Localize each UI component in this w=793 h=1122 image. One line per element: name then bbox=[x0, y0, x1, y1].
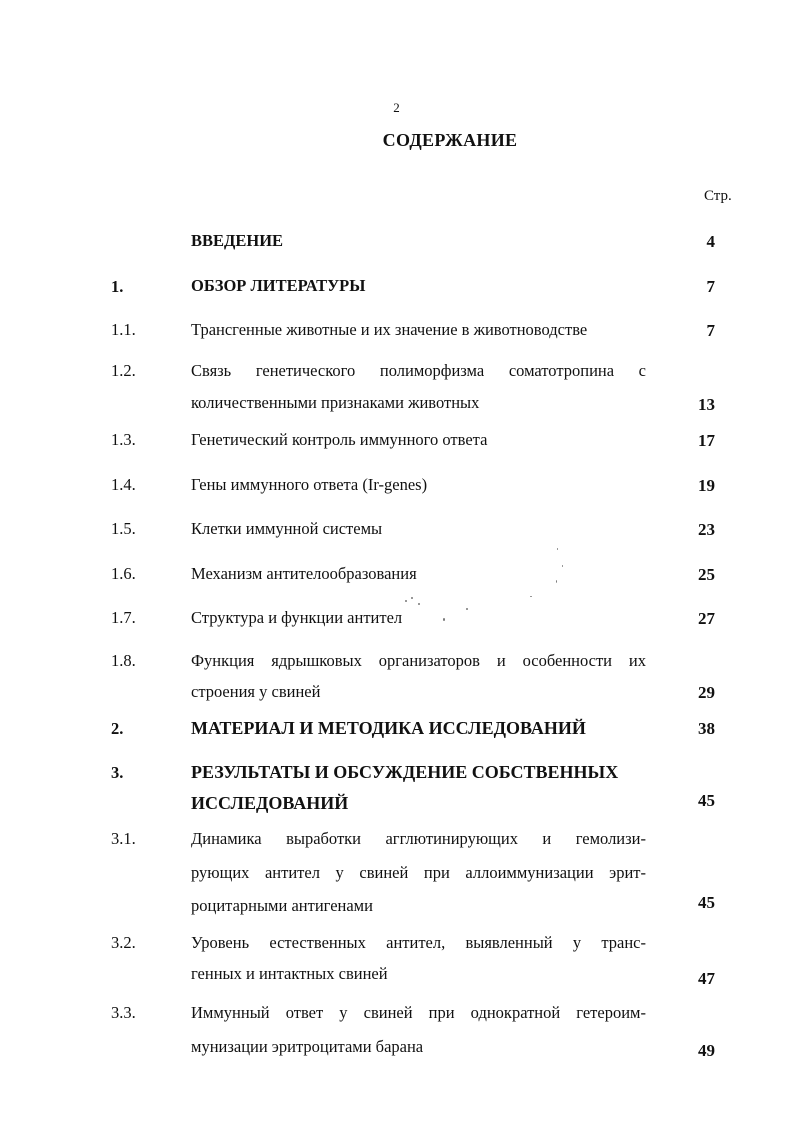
toc-number: 1. bbox=[111, 277, 124, 296]
toc-title-line: количественными признаками животных bbox=[191, 393, 480, 412]
toc-title-line: Механизм антителообразования bbox=[191, 564, 417, 583]
toc-page: 49 bbox=[698, 1041, 715, 1060]
toc-number: 3.1. bbox=[111, 829, 136, 848]
toc-page: 47 bbox=[698, 969, 715, 988]
toc-page: 7 bbox=[706, 277, 715, 296]
toc-number: 3. bbox=[111, 763, 124, 782]
toc-title-line: Связь генетического полиморфизма соматотропина с bbox=[191, 361, 646, 380]
toc-page: 29 bbox=[698, 683, 715, 702]
toc-title-line: Структура и функции антител bbox=[191, 608, 403, 627]
toc-page: 4 bbox=[706, 232, 715, 251]
toc-number: 1.8. bbox=[111, 651, 136, 670]
toc-page: 7 bbox=[706, 321, 715, 340]
toc-page: 23 bbox=[698, 520, 715, 539]
toc-number: 3.3. bbox=[111, 1003, 136, 1022]
page-title: СОДЕРЖАНИЕ bbox=[382, 130, 518, 150]
toc-title-line: ИССЛЕДОВАНИЙ bbox=[191, 793, 349, 813]
toc-number: 1.3. bbox=[111, 430, 136, 449]
page-column-label: Стр. bbox=[704, 188, 732, 204]
toc-title-line: Клетки иммунной системы bbox=[191, 519, 383, 538]
toc-page: 19 bbox=[698, 476, 715, 495]
toc-title-line: Функция ядрышковых организаторов и особенности их bbox=[191, 651, 646, 670]
toc-title-line: Генетический контроль иммунного ответа bbox=[191, 430, 488, 449]
toc-number: 1.7. bbox=[111, 608, 136, 627]
toc-page: 45 bbox=[698, 791, 715, 810]
toc-number: 1.6. bbox=[111, 564, 136, 583]
toc-number: 2. bbox=[111, 719, 124, 738]
toc-title-line: ВВЕДЕНИЕ bbox=[191, 231, 284, 250]
toc-page: 25 bbox=[698, 565, 715, 584]
toc-title-line: роцитарными антигенами bbox=[191, 896, 373, 915]
toc-title-line: рующих антител у свиней при аллоиммунизации эрит- bbox=[191, 863, 646, 882]
page-number: 2 bbox=[393, 100, 400, 115]
toc-page: 38 bbox=[698, 719, 715, 738]
toc-title-line: Трансгенные животные и их значение в животноводстве bbox=[191, 320, 588, 339]
toc-number: 1.5. bbox=[111, 519, 136, 538]
toc-page: 45 bbox=[698, 893, 715, 912]
toc-title-line: мунизации эритроцитами барана bbox=[191, 1037, 424, 1056]
toc-title-line: строения у свиней bbox=[191, 682, 321, 701]
toc-title-line: Динамика выработки агглютинирующих и гемолизи- bbox=[191, 829, 646, 848]
toc-number: 1.1. bbox=[111, 320, 136, 339]
toc-page: 17 bbox=[698, 431, 715, 450]
toc-title-line: Уровень естественных антител, выявленный у транс- bbox=[191, 933, 646, 952]
toc-title-line: ОБЗОР ЛИТЕРАТУРЫ bbox=[191, 276, 366, 295]
toc-title-line: МАТЕРИАЛ И МЕТОДИКА ИССЛЕДОВАНИЙ bbox=[191, 718, 586, 738]
toc-title-line: РЕЗУЛЬТАТЫ И ОБСУЖДЕНИЕ СОБСТВЕННЫХ bbox=[191, 762, 619, 782]
toc-title-line: Гены иммунного ответа (Ir-genes) bbox=[191, 475, 428, 494]
toc-page: 27 bbox=[698, 609, 715, 628]
toc-title-line: Иммунный ответ у свиней при однократной гетероим- bbox=[191, 1003, 646, 1022]
toc-number: 3.2. bbox=[111, 933, 136, 952]
toc-title-line: генных и интактных свиней bbox=[191, 964, 388, 983]
toc-page: 13 bbox=[698, 395, 715, 414]
toc-number: 1.4. bbox=[111, 475, 136, 494]
toc-number: 1.2. bbox=[111, 361, 136, 380]
